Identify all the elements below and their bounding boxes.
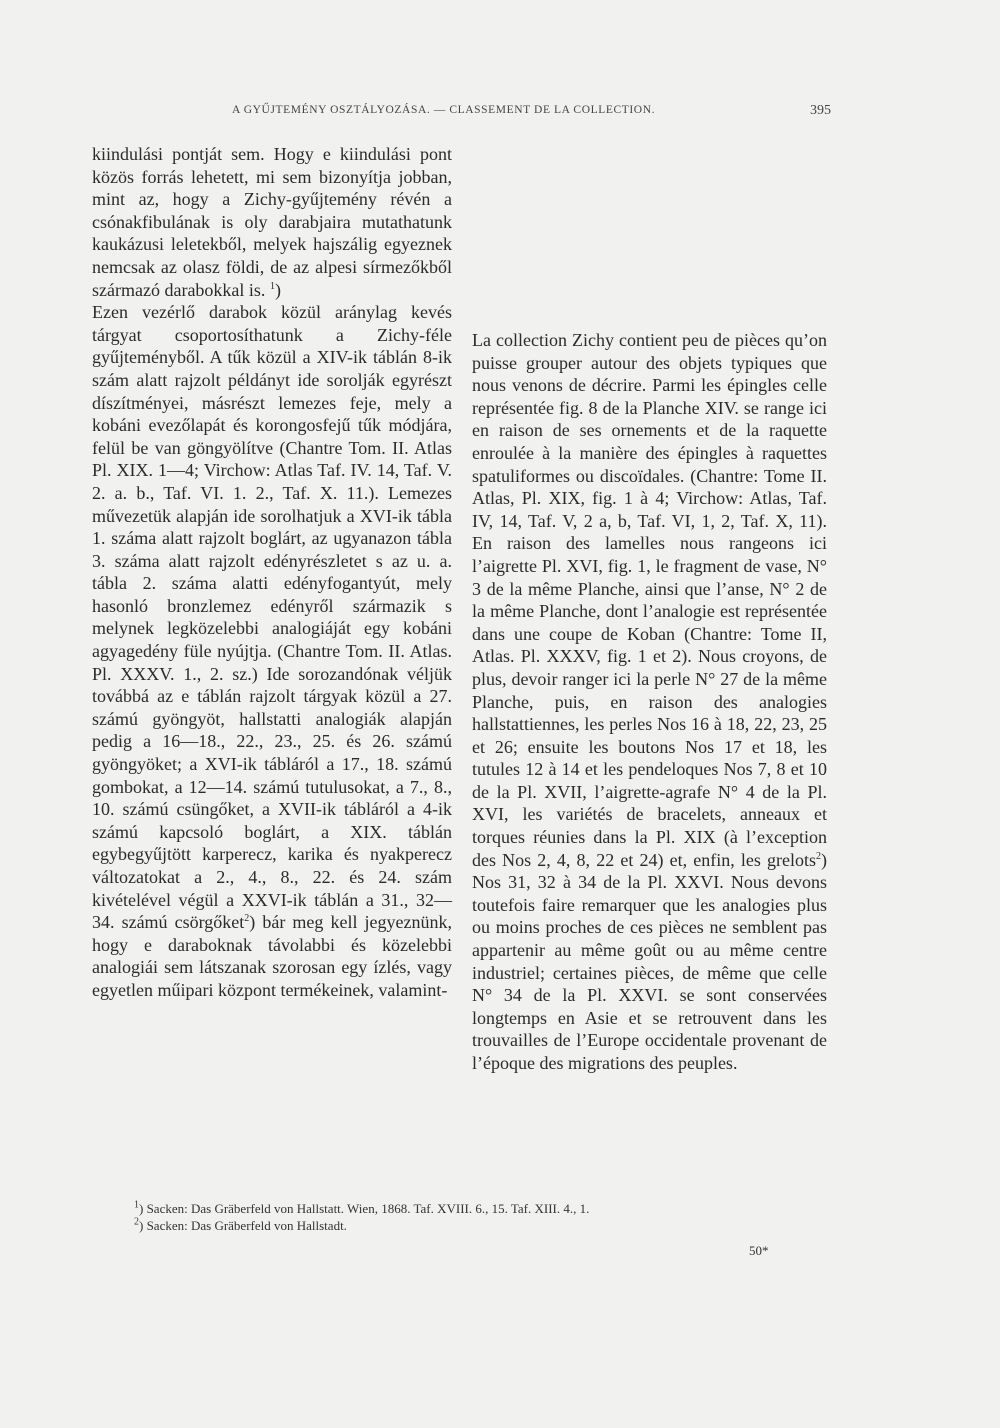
footnote-ref-1: 1 — [269, 280, 275, 292]
hungarian-column — [92, 143, 452, 1002]
footnote-1 — [134, 1200, 834, 1217]
footnote-2-mark: 2 — [134, 1216, 139, 1228]
paragraph-2-text-a: Ezen vezérlő darabok közül aránylag kevés tárgyat csoportosíthatunk a Zichy-féle gyűjteményből. A tűk közül a XIV-ik táblán 8-ik szám alatt rajzolt példányt ide sorolják egyrészt díszítményei, másrészt lemezes feje, mely a kobáni evezőlapát és korongosfejű tűk módjára, felül be van göngyölítve (Chantre Tom. II. Atlas Pl. XIX. 1—4; Virchow: Atlas Taf. IV. 14, Taf. V. 2. a. b., Taf. VI. 1. 2., Taf. X. 11.). Lemezes művezetük alapján ide sorolhatjuk a XVI-ik tábla 1. száma alatt rajzolt boglárt, az ugyanazon tábla 3. száma alatt rajzolt edényrészletet s az u. a. tábla 2. száma alatti edényfogantyút, mely hasonló bronzlemez edényről származik s melynek legközelebbi analogiáját egy kobáni agyagedény füle nyújtja. (Chantre Tom. II. Atlas. Pl. XXXV. 1., 2. sz.) Ide sorozandónak véljük továbbá az e táblán rajzolt tárgyak közül a 27. számú gyöngyöt, hallstatti analogiák alapján pedig a 16—18., 22., 23., 25. és 26. számú gyöngyöket; a XVI-ik tábláról a 17., 18. számú gombokat, a 12—14. számú tutulusokat, a 7., 8., 10. számú csüngőket, a XVII-ik tábláról a 4-ik számú kapcsoló boglárt, a XIX. táblán egybegyűjtött karperecz, karika és nyakperecz változatokat a 2., 4., 8., 22. és 24. szám kivételével végül a XXVI-ik táblán a 31., 32—34. számú csörgőket — [92, 302, 452, 933]
footnote-2-text: ) Sacken: Das Gräberfeld von Hallstadt. — [139, 1218, 347, 1233]
running-header: A GYŰJTEMÉNY OSZTÁLYOZÁSA. — CLASSEMENT DE LA COLLECTION. — [232, 104, 656, 116]
paragraph-2-text-b: ) bár meg kell jegyeznünk, hogy e daraboknak távolabbi és közelebbi analogiái sem látszanak szorosan egy ízlés, vagy egyetlen műipari központ termékeinek, valamint- — [92, 912, 452, 1000]
french-text-a: La collection Zichy contient peu de pièces qu’on puisse grouper autour des objets typiques que nous venons de décrire. Parmi les épingles celle représentée fig. 8 de la Planche XIV. se range ici en raison de ses ornements et de la raquette enroulée à la manière des épingles à raquettes spatuliformes ou discoïdales. (Chantre: Tome II. Atlas, Pl. XIX, fig. 1 à 4; Virchow: Atlas, Taf. IV, 14, Taf. V, 2 a, b, Taf. VI, 1, 2, Taf. X, 11). En raison des lamelles nous rangeons ici l’aigrette Pl. XVI, fig. 1, le fragment de vase, N° 3 de la même Planche, ainsi que l’anse, N° 2 de la même Planche, dont l’analogie est représentée dans une coupe de Koban (Chantre: Tome II, Atlas. Pl. XXXV, fig. 1 et 2). Nous croyons, de plus, devoir ranger ici la perle N° 27 de la même Planche, puis, en raison des analogies hallstattiennes, les perles Nos 16 à 18, 22, 23, 25 et 26; ensuite les boutons Nos 17 et 18, les tutules 12 à 14 et les pendeloques Nos 7, 8 et 10 de la Pl. XVII, l’aigrette-agrafe N° 4 de la Pl. XVI, les variétés de bracelets, anneaux et torques réunies dans la Pl. XIX (à l’exception des Nos 2, 4, 8, 22 et 24) et, enfin, les grelots — [472, 330, 827, 870]
footnote-ref-2-fr: 2 — [816, 850, 821, 862]
paragraph-1-text: kiindulási pontját sem. Hogy e kiindulási pont közös forrás lehetett, mi sem bizonyítja jobban, mint az, hogy a Zichy-gyűjtemény révén a csónakfibulának is oly darabjaira mutathatunk kaukázusi leletekből, melyek hajszálig egyeznek nemcsak az olasz földi, de az alpesi sírmezőkből származó darabokkal is. — [92, 144, 452, 300]
footnotes — [134, 1200, 834, 1234]
footnote-1-mark: 1 — [134, 1199, 139, 1211]
french-text-b: ) Nos 31, 32 à 34 de la Pl. XXVI. Nous devons toutefois faire remarquer que les analogies plus ou moins proches de ces pièces ne semblent pas appartenir au même goût ou au même centre industriel; certaines pièces, de même que celle N° 34 de la Pl. XXVI. se sont conservées longtemps en Asie et se retrouvent dans les trouvailles de l’Europe occidentale provenant de l’époque des migrations des peuples. — [472, 849, 827, 1073]
sheet-signature: 50* — [749, 1243, 769, 1258]
page-number: 395 — [810, 103, 831, 118]
footnote-2 — [134, 1217, 834, 1234]
paragraph-2 — [92, 301, 452, 1001]
paragraph-1 — [92, 143, 452, 301]
footnote-1-text: ) Sacken: Das Gräberfeld von Hallstatt. Wien, 1868. Taf. XVIII. 6., 15. Taf. XIII. 4., 1. — [139, 1201, 590, 1216]
footnote-ref-2: 2 — [244, 913, 250, 925]
footnote-ref-1-paren: ) — [274, 279, 281, 300]
french-column — [472, 329, 827, 1075]
french-paragraph — [472, 329, 827, 1075]
